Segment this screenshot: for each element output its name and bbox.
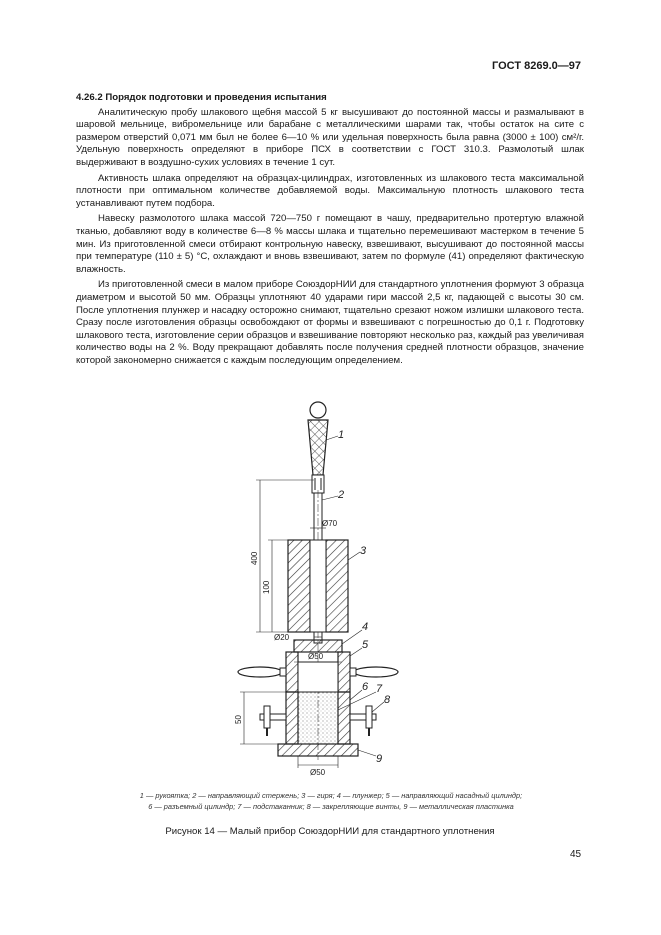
dim-h400: 400 — [250, 551, 259, 565]
paragraph-4: Из приготовленной смеси в малом приборе СоюздорНИИ для стандартного уплотнения формуют 3 образца диаметром и высотой 50 мм. Образцы уплотняют 40 ударами гири массой 2,5 кг, падающей с высоты 30 см. После уплотнения плунжер и насадку осторожно снимают, тщательно срезают ножом излишки шлакового теста. Сразу после изготовления образцы освобождают от формы и взвешивают с погрешностью до 0,1 г. Подготовку шлакового теста, изготовление серии образцов и взвешивание повторяют несколько раз, каждый раз увеличивая количество воды на 2 %. Воду прекращают добавлять после получения средней плотности образцов, значение которой закономерно снижается с каждым последующим определением. — [76, 279, 584, 366]
callout-4: 4 — [362, 621, 369, 633]
figure-legend — [86, 790, 576, 812]
split-cylinder-part — [286, 692, 350, 744]
dim-h50: 50 — [234, 715, 243, 724]
dim-d50-top: Ø50 — [308, 652, 324, 661]
dim-d50-bottom: Ø50 — [310, 768, 326, 777]
figure-caption: Рисунок 14 — Малый прибор СоюздорНИИ для стандартного уплотнения — [165, 826, 495, 837]
standard-header: ГОСТ 8269.0—97 — [492, 60, 581, 72]
section-title: 4.26.2 Порядок подготовки и проведения испытания — [76, 92, 327, 103]
callout-8: 8 — [384, 694, 391, 706]
plunger-part — [294, 640, 342, 652]
document-body — [76, 92, 584, 367]
callout-6: 6 — [362, 681, 369, 693]
legend-line-2: 6 — разъемный цилиндр; 7 — подстаканник; 8 — закрепляющие винты, 9 — металлическая пластинка — [148, 802, 514, 811]
weight-part — [288, 540, 348, 632]
paragraph-2: Активность шлака определяют на образцах-цилиндрах, изготовленных из шлакового теста максимальной плотности при оптимальном количестве добавляемой воды. Максимальную плотность шлакового теста устанавливают путем подбора. — [76, 172, 584, 209]
callout-3: 3 — [360, 545, 367, 557]
dim-d70: Ø70 — [322, 519, 338, 528]
base-plate-part — [278, 744, 358, 756]
callout-7: 7 — [376, 683, 383, 695]
callout-5: 5 — [362, 639, 369, 651]
legend-line-1: 1 — рукоятка; 2 — направляющий стержень; 3 — гиря; 4 — плунжер; 5 — направляющий насадный цилиндр; — [139, 791, 523, 800]
handle-part — [308, 402, 328, 493]
paragraph-3: Навеску размолотого шлака массой 720—750 г помещают в чашу, предварительно протертую влажной тканью, добавляют воду в количестве 6—8 % массы шлака и тщательно перемешивают мастерком в течение 5 мин. Из приготовленной смеси отбирают контрольную навеску, взвешивают, высушивают до постоянной массы при температуре (110 ± 5) °С, охлаждают и вновь взвешивают, затем по формуле (41) определяют фактическую влажность. — [76, 213, 584, 275]
device-drawing — [230, 400, 430, 780]
dim-h100: 100 — [262, 580, 271, 594]
callout-2: 2 — [338, 489, 345, 501]
page-number: 45 — [570, 849, 582, 860]
dim-d20: Ø20 — [274, 633, 290, 642]
callout-1: 1 — [338, 429, 345, 441]
callout-9: 9 — [376, 753, 383, 765]
paragraph-1: Аналитическую пробу шлакового щебня массой 5 кг высушивают до постоянной массы и размалывают в шаровой мельнице, вибромельнице или барабане с металлическими шарами так, чтобы остаток на сите с размером отверстий 0,071 мм был не более 6—10 % или удельная поверхность была равна (3000 ± 100) см²/г. Удельную поверхность определяют в приборе ПСХ в соответствии с ГОСТ 310.3. Размолотый шлак выдерживают в воздушно-сухих условиях в течение 1 сут. — [76, 106, 584, 168]
